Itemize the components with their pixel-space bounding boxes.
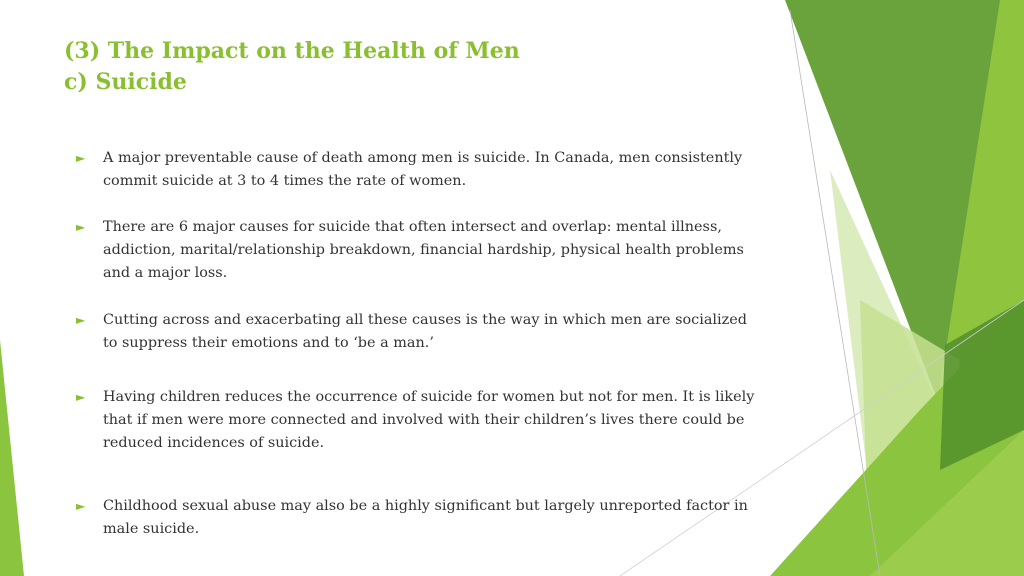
bullet-triangle-icon: ► <box>76 313 86 327</box>
bullet-triangle-icon: ► <box>76 220 86 234</box>
bullet-item <box>76 147 766 193</box>
facet-left <box>0 340 24 576</box>
bullet-text: Childhood sexual abuse may also be a highly significant but largely unreported factor in male suicide. <box>103 498 748 537</box>
slide-subtitle: c) Suicide <box>64 69 187 95</box>
bullet-item <box>76 495 766 541</box>
bullet-item <box>76 309 766 355</box>
bullet-text: Having children reduces the occurrence of suicide for women but not for men. It is likely that if men were more connected and involved with their children’s lives there could be reduced incidences of suicide. <box>103 389 755 451</box>
bullet-triangle-icon: ► <box>76 499 86 513</box>
bullet-text: Cutting across and exacerbating all these causes is the way in which men are socialized to suppress their emotions and to ‘be a man.’ <box>103 312 747 351</box>
bullet-triangle-icon: ► <box>76 151 86 165</box>
bullet-text: A major preventable cause of death among men is suicide. In Canada, men consistently commit suicide at 3 to 4 times the rate of women. <box>103 150 743 189</box>
bullet-triangle-icon: ► <box>76 390 86 404</box>
bullet-text: There are 6 major causes for suicide that often intersect and overlap: mental illness, addiction, marital/relationship breakdown, financial hardship, physical health problems and a major loss. <box>103 219 744 281</box>
title-block <box>64 36 704 98</box>
bullet-item <box>76 216 766 285</box>
bullet-item <box>76 386 766 455</box>
slide-title: (3) The Impact on the Health of Men <box>64 38 520 64</box>
